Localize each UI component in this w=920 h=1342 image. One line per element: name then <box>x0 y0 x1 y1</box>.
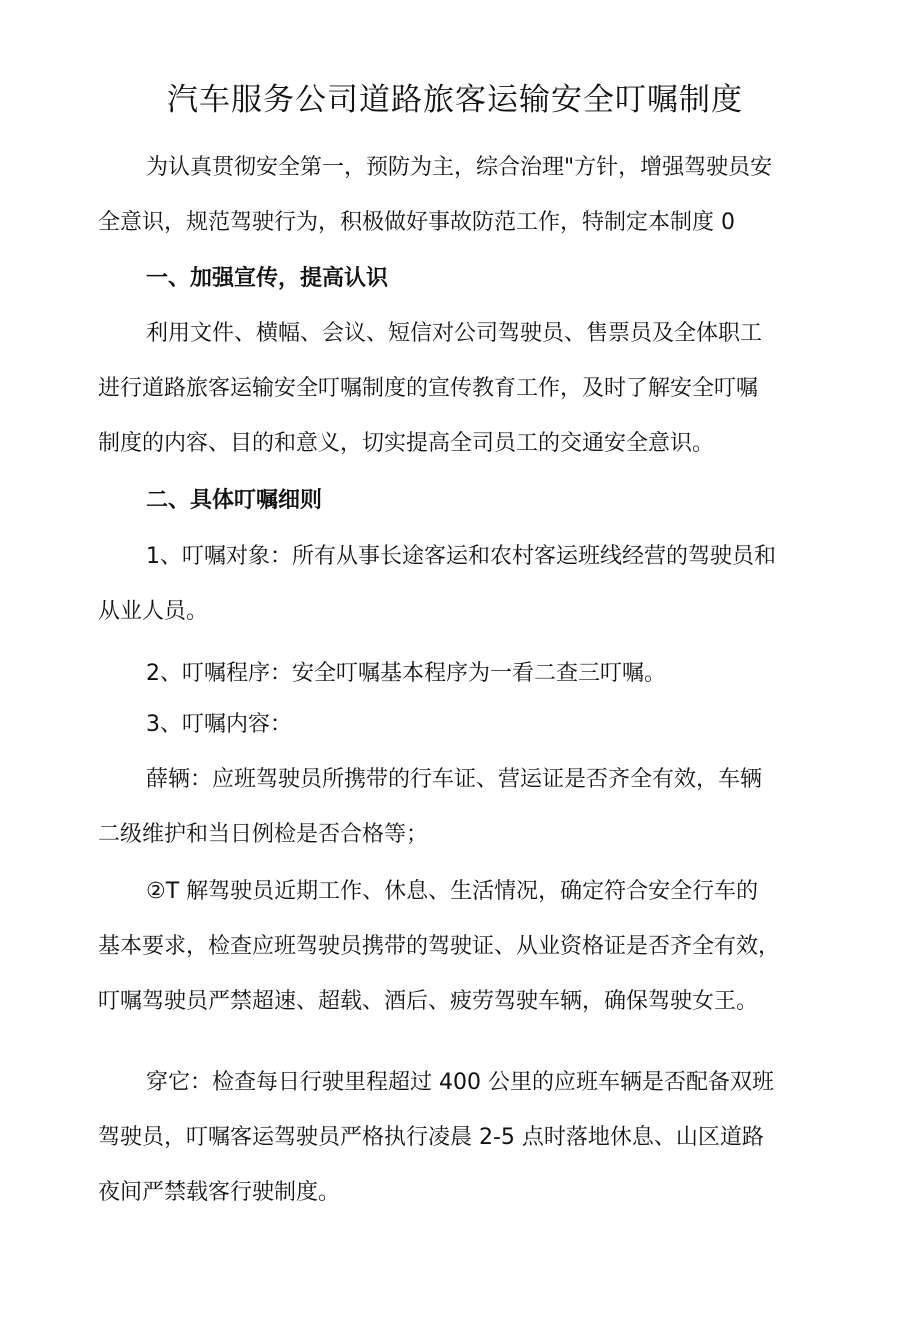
paragraph-line: 薛辆：应班驾驶员所携带的行车证、营运证是否齐全有效，车辆 <box>146 767 763 792</box>
section-heading-2 <box>98 473 838 528</box>
paragraph-line: 驾驶员，叮嘱客运驾驶员严格执行凌晨 2-5 点时落地休息、山区道路 <box>98 1125 764 1150</box>
sub2-paragraph <box>98 864 838 1029</box>
paragraph-line: 从业人员。 <box>98 599 209 624</box>
paragraph-line: 制度的内容、目的和意义，切实提高全司员工的交通安全意识。 <box>98 431 715 456</box>
paragraph-line: ②T 解驾驶员近期工作、休息、生活情况，确定符合安全行车的 <box>146 879 759 904</box>
section-heading-1 <box>98 251 838 306</box>
paragraph-line: 夜间严禁载客行驶制度。 <box>98 1180 341 1205</box>
paragraph-line: 3、叮嘱内容： <box>146 712 292 737</box>
sub1-paragraph <box>98 752 838 862</box>
item3-paragraph <box>98 697 838 752</box>
paragraph-line: 基本要求，检查应班驾驶员携带的驾驶证、从业资格证是否齐全有效， <box>98 934 781 959</box>
paragraph-line: 叮嘱驾驶员严禁超速、超载、酒后、疲劳驾驶车辆，确保驾驶女王。 <box>98 989 759 1014</box>
section1-paragraph <box>98 306 838 471</box>
paragraph-line: 2、叮嘱程序：安全叮嘱基本程序为一看二查三叮嘱。 <box>146 661 666 686</box>
section-heading: 一、加强宣传，提高认识 <box>146 266 389 291</box>
paragraph-line: 二级维护和当日例检是否合格等； <box>98 822 429 847</box>
section-heading: 二、具体叮嘱细则 <box>146 488 323 513</box>
item2-paragraph <box>98 646 838 701</box>
paragraph-line: 为认真贯彻安全第一，预防为主，综合治理"方针，增强驾驶员安 <box>146 155 773 180</box>
paragraph-line: 1、叮嘱对象：所有从事长途客运和农村客运班线经营的驾驶员和 <box>146 544 776 569</box>
item1-paragraph <box>98 529 838 639</box>
paragraph-line: 穿它：检查每日行驶里程超过 400 公里的应班车辆是否配备双班 <box>146 1070 774 1095</box>
paragraph-line: 全意识，规范驾驶行为，积极做好事故防范工作，特制定本制度 0 <box>98 210 735 235</box>
paragraph-line: 进行道路旅客运输安全叮嘱制度的宣传教育工作，及时了解安全叮嘱 <box>98 376 759 401</box>
document-title: 汽车服务公司道路旅客运输安全叮嘱制度 <box>167 82 743 118</box>
intro-paragraph <box>98 140 838 250</box>
paragraph-line: 利用文件、横幅、会议、短信对公司驾驶员、售票员及全体职工 <box>146 321 763 346</box>
sub3-paragraph <box>98 1055 838 1220</box>
